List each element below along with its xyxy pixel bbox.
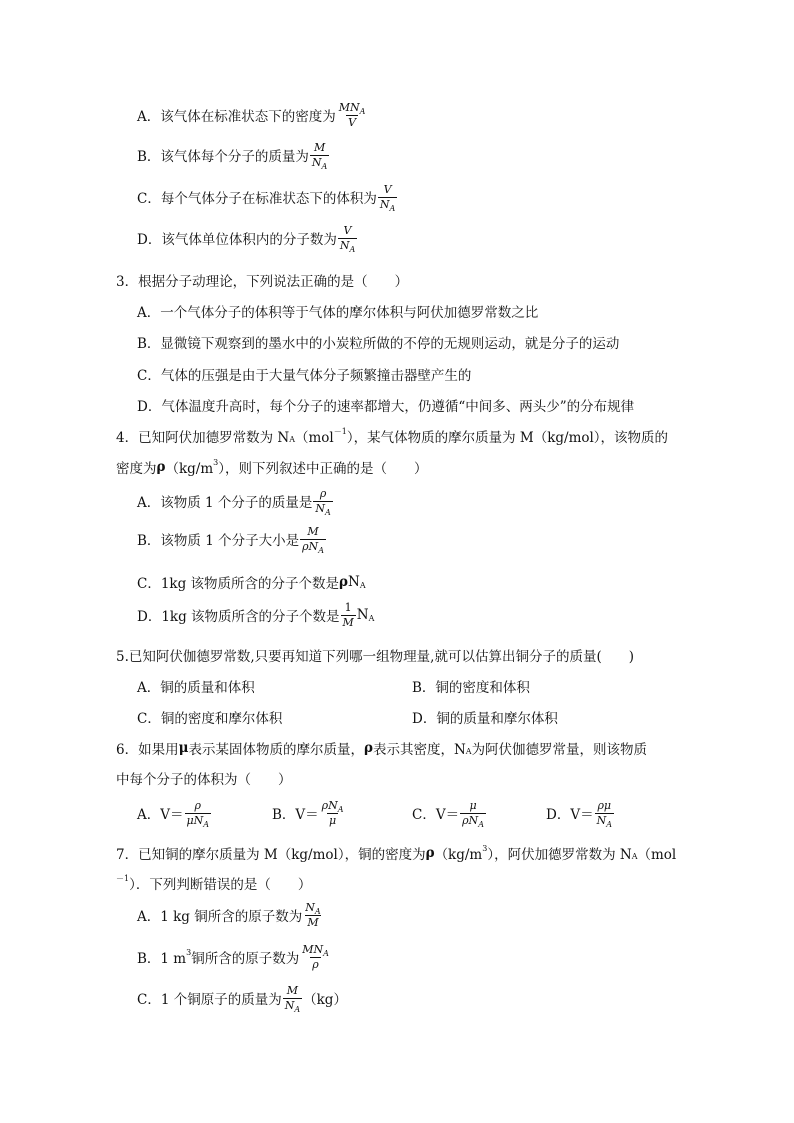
fraction: $\frac{V}{N_A}$ <box>339 224 356 254</box>
fraction: $\frac{\rho}{\mu N_A}$ <box>186 799 210 829</box>
q3-option-b[interactable]: B．显微镜下观察到的墨水中的小炭粒所做的不停的无规则运动，就是分子的运动 <box>137 336 620 352</box>
q6-stem-line1: 6．如果用 μ 表示某固体物质的摩尔质量， ρ 表示其密度，N A 为阿伏伽德罗常量，则该物质 <box>116 740 648 758</box>
option-text: B．该气体每个分子的质量为 <box>137 149 309 166</box>
q5-option-b[interactable]: B．铜的密度和体积 <box>412 680 530 696</box>
q6-option-c[interactable]: C．V＝ $\frac{\mu}{\rho N_A}$ <box>412 799 484 829</box>
q4-stem-line2: 密度为 ρ （kg/m 3 ），则下列叙述中正确的是（ ） <box>116 457 428 477</box>
fraction: $\frac{\rho\mu}{N_A}$ <box>596 799 612 829</box>
q3-option-d[interactable]: D．气体温度升高时，每个分子的速率都增大，仍遵循“中间多、两头少”的分布规律 <box>137 399 635 415</box>
q7-stem-line1: 7．已知铜的摩尔质量为 M（kg/mol），铜的密度为 ρ （kg/m 3 ），阿伏加德罗常数为 N A （mol <box>116 843 677 863</box>
q7-option-c[interactable]: C．1 个铜原子的质量为 $\frac{M}{N_A}$ （kg） <box>137 984 347 1014</box>
option-text: D．该气体单位体积内的分子数为 <box>137 232 337 249</box>
q3-stem: 3．根据分子动理论，下列说法正确的是（ ） <box>116 274 409 290</box>
q6-option-a[interactable]: A．V＝ $\frac{\rho}{\mu N_A}$ <box>137 799 210 829</box>
q2-option-a[interactable] <box>137 102 368 128</box>
fraction: $\frac{MN_A}{V}$ <box>338 101 366 129</box>
q3-option-a[interactable]: A．一个气体分子的体积等于气体的摩尔体积与阿伏加德罗常数之比 <box>137 305 539 321</box>
option-text: A．该气体在标准状态下的密度为 <box>137 109 336 126</box>
fraction: $\frac{M}{N_A}$ <box>284 984 301 1014</box>
q6-option-d[interactable]: D．V＝ $\frac{\rho\mu}{N_A}$ <box>546 799 612 829</box>
fraction: $\frac{M}{N_A}$ <box>311 141 328 171</box>
fraction: $\frac{V}{N_A}$ <box>379 183 396 213</box>
option-text: C．每个气体分子在标准状态下的体积为 <box>137 191 377 208</box>
q4-stem-line1: 4．已知阿伏加德罗常数为 N A （mol －1 ），某气体物质的摩尔质量为 M（kg/mol），该物质的 <box>116 426 669 446</box>
fraction: $\frac{M}{\rho N_A}$ <box>302 525 324 555</box>
fraction: $\frac{N_A}{M}$ <box>305 901 321 929</box>
q6-option-b[interactable]: B．V＝ $\frac{\rho N_A}{\mu}$ <box>272 799 344 827</box>
q2-option-b[interactable] <box>137 141 330 171</box>
q5-stem: 5.已知阿伏伽德罗常数,只要再知道下列哪一组物理量,就可以估算出铜分子的质量( ) <box>116 649 634 665</box>
q4-option-b[interactable]: B．该物质 1 个分子大小是 $\frac{M}{\rho N_A}$ <box>137 525 324 555</box>
q7-option-a[interactable]: A．1 kg 铜所含的原子数为 $\frac{N_A}{M}$ <box>137 901 321 929</box>
q7-option-b[interactable]: B．1 m 3 铜所含的原子数为 $\frac{MN_A}{\rho}$ <box>137 943 329 971</box>
fraction: $\frac{1}{M}$ <box>342 601 354 629</box>
q6-stem-line2: 中每个分子的体积为（ ） <box>116 772 292 788</box>
fraction: $\frac{MN_A}{\rho}$ <box>302 943 329 971</box>
fraction: $\frac{\rho}{N_A}$ <box>315 487 331 517</box>
q4-option-d[interactable]: D．1kg 该物质所含的分子个数是 $\frac{1}{M}$ N A <box>137 601 375 629</box>
q4-option-a[interactable]: A．该物质 1 个分子的质量是 $\frac{\rho}{N_A}$ <box>137 487 331 517</box>
q3-option-c[interactable]: C．气体的压强是由于大量气体分子频繁撞击器壁产生的 <box>137 368 472 384</box>
q2-option-d[interactable] <box>137 224 358 254</box>
q4-option-c[interactable]: C．1kg 该物质所含的分子个数是 ρ N A <box>137 574 366 592</box>
fraction: $\frac{\mu}{\rho N_A}$ <box>462 799 484 829</box>
q5-option-a[interactable]: A．铜的质量和体积 <box>137 680 255 696</box>
q5-option-d[interactable]: D．铜的质量和摩尔体积 <box>412 711 558 727</box>
q5-option-c[interactable]: C．铜的密度和摩尔体积 <box>137 711 283 727</box>
q2-option-c[interactable] <box>137 183 398 213</box>
fraction: $\frac{\rho N_A}{\mu}$ <box>321 799 344 827</box>
q7-stem-line2: －1 ）．下列判断错误的是（ ） <box>116 873 312 893</box>
